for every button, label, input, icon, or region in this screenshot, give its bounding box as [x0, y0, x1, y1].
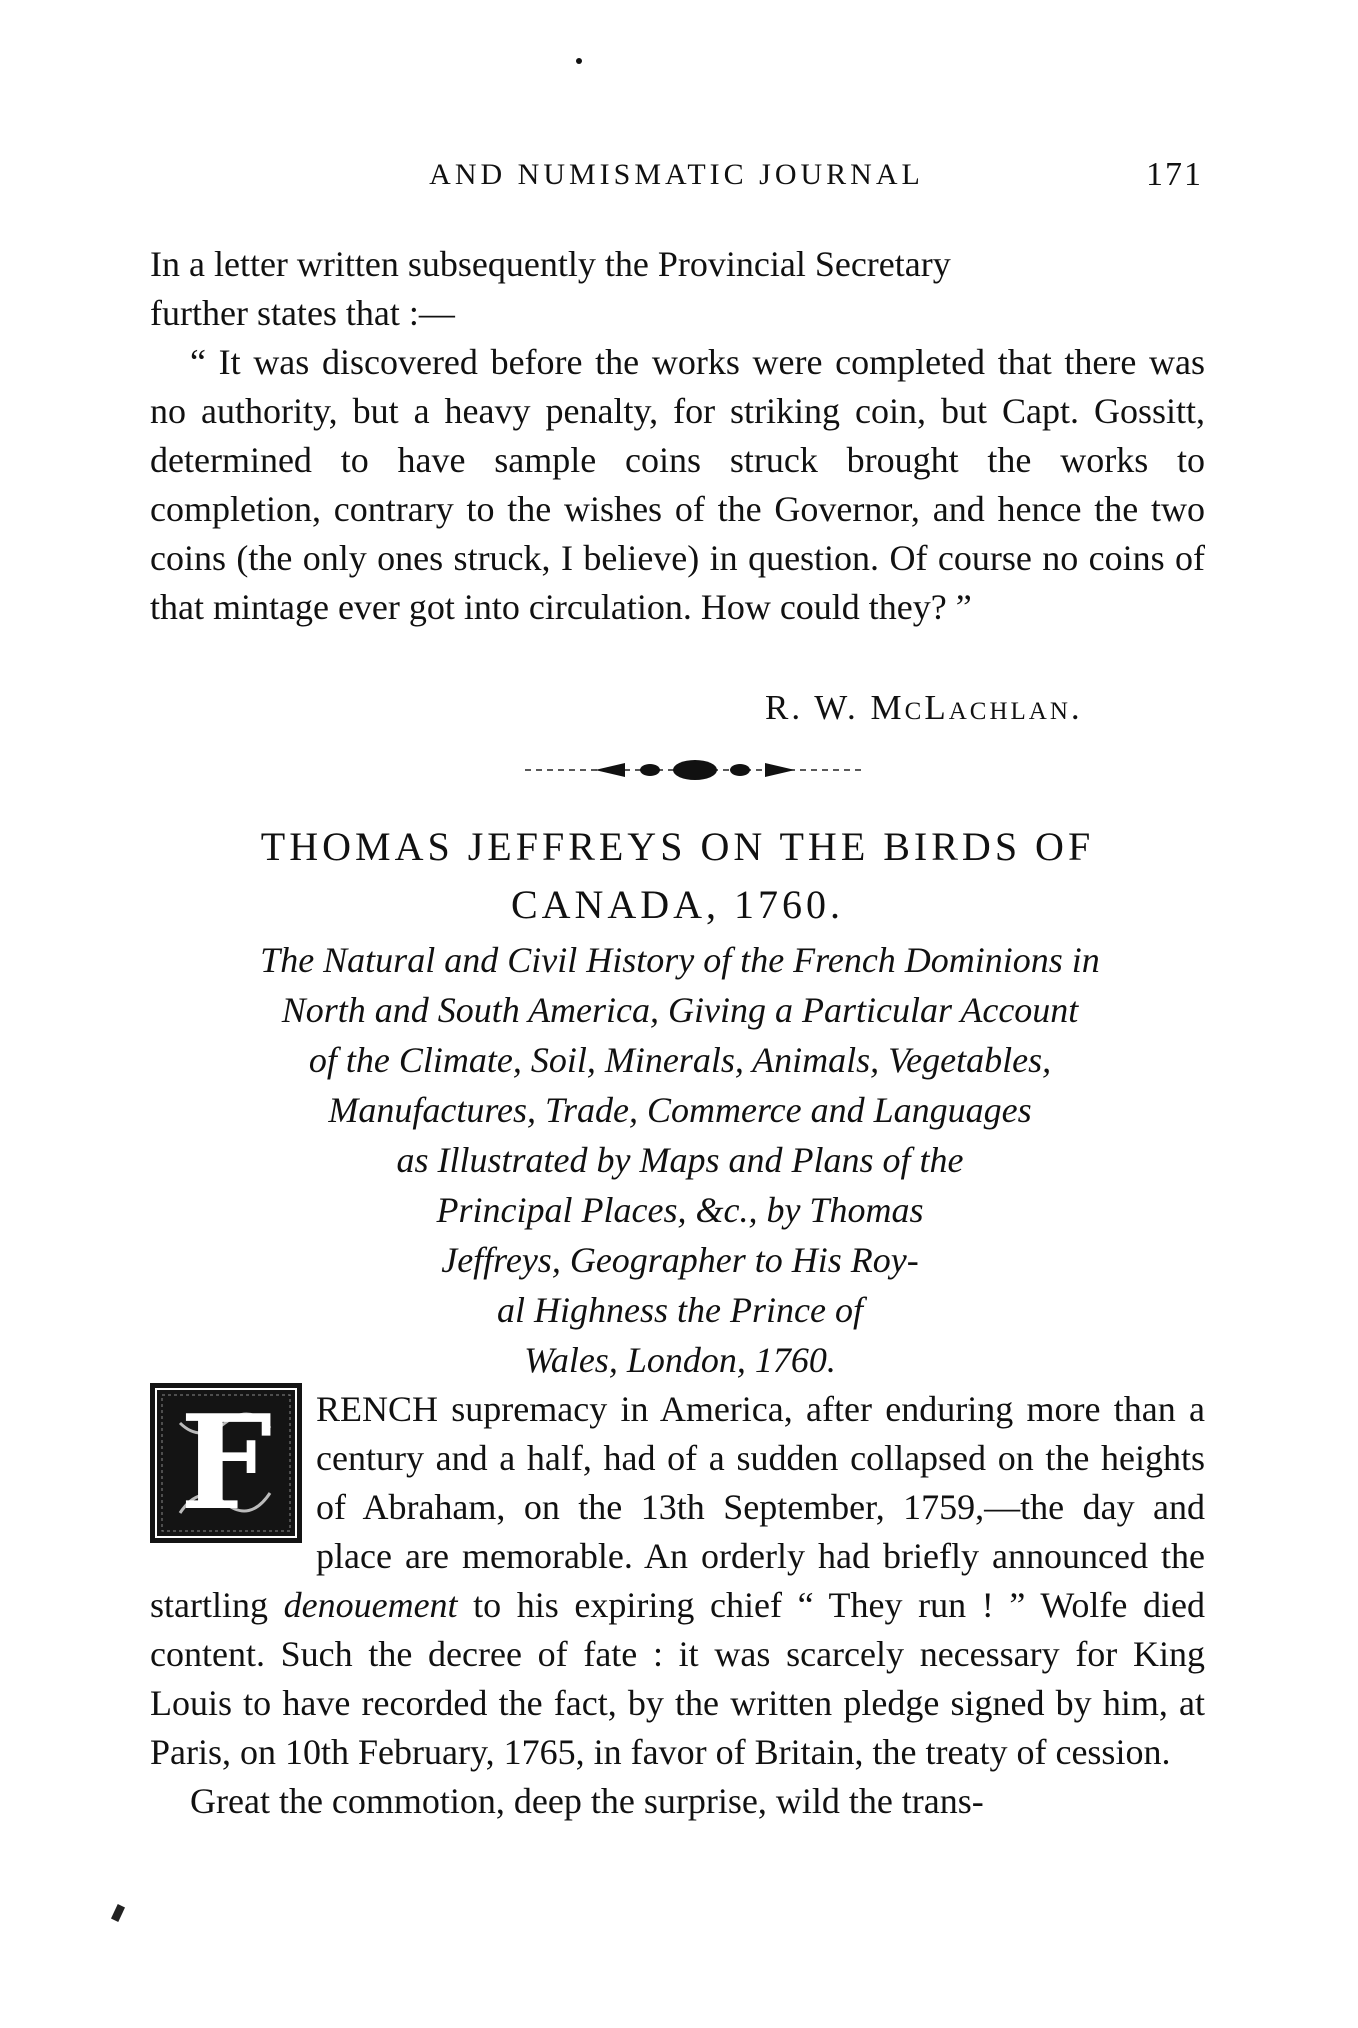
- running-title: AND NUMISMATIC JOURNAL: [429, 158, 924, 191]
- letter-intro-line-2: further states that :—: [150, 293, 455, 333]
- book-title: [190, 935, 1170, 1385]
- article-title-line-1: THOMAS JEFFREYS ON THE BIRDS OF: [260, 824, 1095, 869]
- book-title-line: Jeffreys, Geographer to His Roy-: [441, 1240, 919, 1280]
- signature: R. W. McLachlan.: [765, 688, 1083, 727]
- book-title-line: Principal Places, &c., by Thomas: [436, 1190, 924, 1230]
- para1-text-b: to his expiring chief “ They run ! ” Wolfe died content. Such the decree of fate : it was scarcely necessary for King Louis to have recorded the fact, by the written pledge signed by him, at Paris, on 10th February, 1765, in favor of Britain, the treaty of cession.: [150, 1585, 1205, 1772]
- para1-italic-word: denouement: [283, 1585, 458, 1625]
- book-title-line: as Illustrated by Maps and Plans of the: [396, 1140, 964, 1180]
- ink-mark: [111, 1904, 125, 1922]
- page-number: 171: [1146, 156, 1203, 193]
- book-title-line: of the Climate, Soil, Minerals, Animals, Vegetables,: [308, 1040, 1052, 1080]
- book-title-line: The Natural and Civil History of the French Dominions in: [260, 940, 1100, 980]
- ornament-divider: [525, 758, 865, 782]
- book-title-line: Wales, London, 1760.: [524, 1340, 836, 1380]
- article-body: [150, 1385, 1205, 1826]
- drop-cap-letter: F: [179, 1386, 273, 1539]
- article-paragraph-1: [150, 1385, 1205, 1777]
- running-head: [150, 158, 1203, 198]
- letter-quote: “ It was discovered before the works were completed that there was no authority, but a heavy penalty, for striking coin, but Capt. Gossitt, determined to have sample coins struck brought the works to completion, contrary to the wishes of the Governor, and hence the two coins (the only ones struck, I believe) in question. Of course no coins of that mintage ever got into circulation. How could they? ”: [150, 342, 1205, 627]
- letter-intro-line-1: In a letter written subsequently the Provincial Secretary: [150, 244, 951, 284]
- book-title-line: Manufactures, Trade, Commerce and Languages: [328, 1090, 1032, 1130]
- letter-paragraph: [150, 240, 1205, 632]
- article-title-line-2: CANADA, 1760.: [510, 882, 845, 927]
- article-title: [150, 818, 1205, 934]
- article-paragraph-2: Great the commotion, deep the surprise, wild the trans-: [190, 1781, 984, 1821]
- ink-dot: [576, 58, 582, 64]
- para1-text-a: RENCH supremacy in America, after enduring more than a century and a half, had of a sudden collapsed on the heights of Abraham, on the 13th September, 1759,—the day and place are memorable. An orderly had briefly announced the startling: [150, 1389, 1205, 1625]
- decorated-initial: [150, 1383, 302, 1543]
- book-title-line: al Highness the Prince of: [497, 1290, 863, 1330]
- book-title-line: North and South America, Giving a Particular Account: [281, 990, 1079, 1030]
